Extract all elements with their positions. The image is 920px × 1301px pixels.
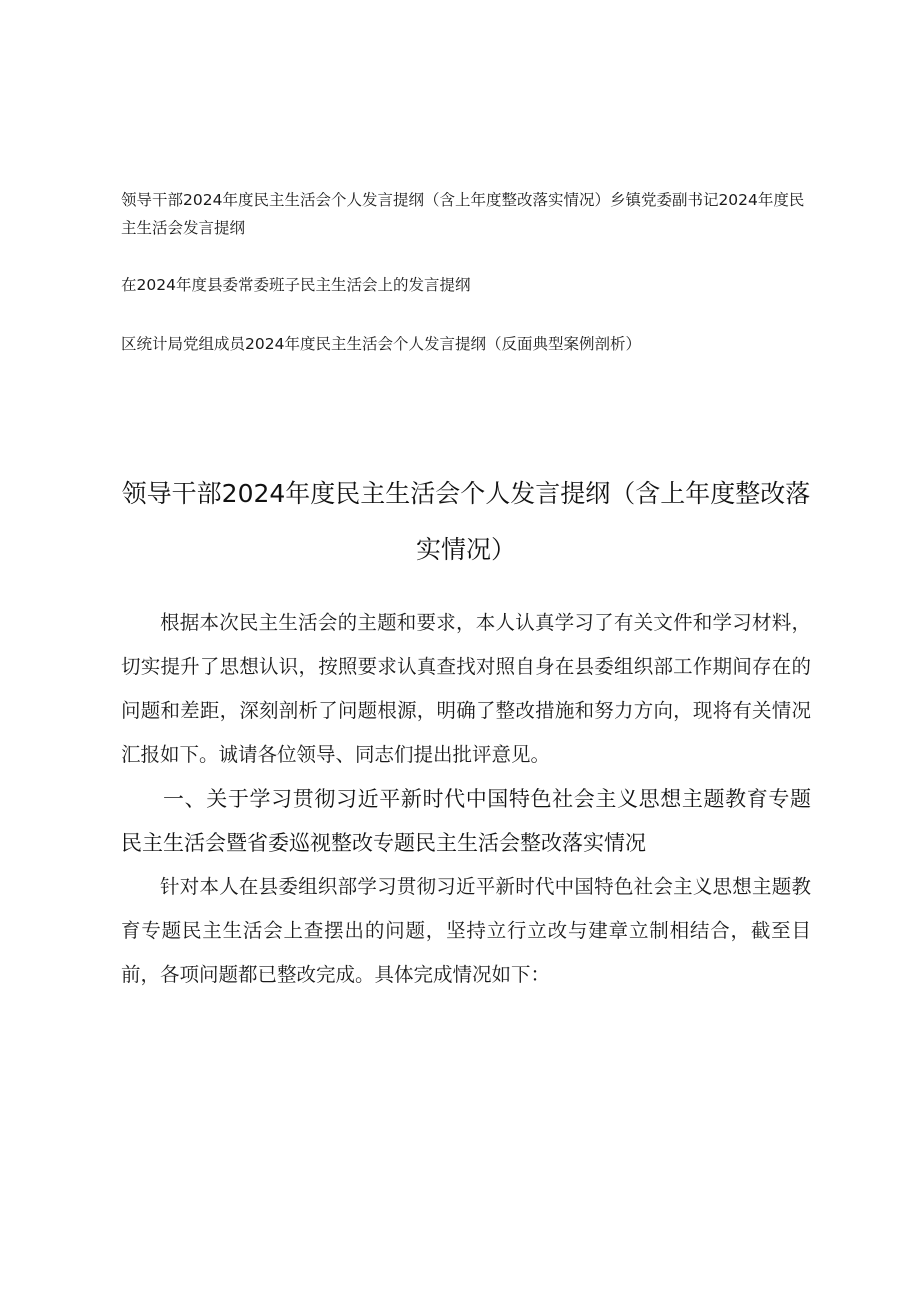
toc-item[interactable]: 领导干部2024年度民主生活会个人发言提纲（含上年度整改落实情况）乡镇党委副书记2024年度民主生活会发言提纲	[121, 191, 805, 237]
section-heading: 一、关于学习贯彻习近平新时代中国特色社会主义思想主题教育专题民主生活会暨省委巡视整改专题民主生活会整改落实情况	[121, 787, 811, 855]
document-body	[121, 601, 811, 997]
toc-item[interactable]: 在2024年度县委常委班子民主生活会上的发言提纲	[121, 276, 471, 294]
table-of-contents	[121, 186, 811, 389]
toc-item[interactable]: 区统计局党组成员2024年度民主生活会个人发言提纲（反面典型案例剖析）	[121, 335, 641, 353]
section-paragraph: 针对本人在县委组织部学习贯彻习近平新时代中国特色社会主义思想主题教育专题民主生活会上查摆出的问题，坚持立行立改与建章立制相结合，截至目前，各项问题都已整改完成。具体完成情况如下：	[121, 875, 811, 986]
document-title: 领导干部2024年度民主生活会个人发言提纲（含上年度整改落实情况）	[121, 479, 811, 564]
intro-paragraph: 根据本次民主生活会的主题和要求，本人认真学习了有关文件和学习材料，切实提升了思想认识，按照要求认真查找对照自身在县委组织部工作期间存在的问题和差距，深刻剖析了问题根源，明确了整改措施和努力方向，现将有关情况汇报如下。诚请各位领导、同志们提出批评意见。	[121, 611, 811, 766]
